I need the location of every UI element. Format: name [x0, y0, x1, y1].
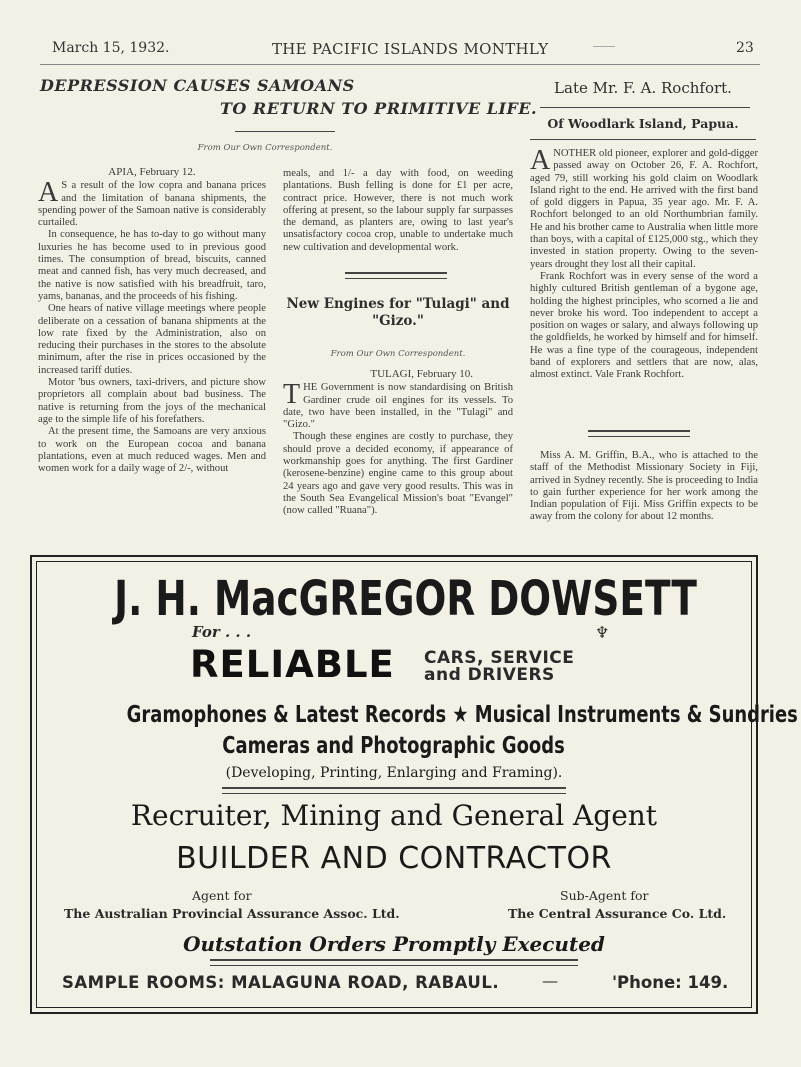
samoa-title-line2: TO RETURN TO PRIMITIVE LIFE.: [220, 99, 538, 118]
rochfort-subtitle: Of Woodlark Island, Papua.: [547, 116, 739, 131]
ad-musical-instruments: Musical Instruments & Sundries: [474, 702, 798, 728]
ad-subagent-name: The Central Assurance Co. Ltd.: [508, 906, 727, 921]
tulagi-paragraph-2: Though these engines are costly to purchase, they should prove a decided economy, if appearance of workmanship goes for anything. The first Gardiner (kerosene-benzine) engine came to this group about 24 years ago and gave very good results. This was in the South Sea Evangelical Mission's boat "Evangel" (now called "Ruana").: [283, 431, 513, 517]
griffin-paragraph: Miss A. M. Griffin, B.A., who is attached to the staff of the Methodist Missionary Society in Fiji, arrived in Sydney recently. She is proceeding to India to gain further experience for her work among the Indian population of Fiji. Miss Griffin expects to be away from the colony for about 12 months.: [530, 450, 758, 523]
advertisement-box: [30, 555, 798, 1014]
tulagi-paragraph-1: THE Government is now standardising on British Gardiner crude oil engines for its vessels. To date, two have been installed, in the "Tulagi" and "Gizo.": [283, 379, 513, 431]
samoa-title-line1: DEPRESSION CAUSES SAMOANS: [40, 76, 355, 95]
samoa-paragraph-1: A S a result of the low copra and banana prices and the limitation of banana shipments, the spending power of the Samoan native is considerably curtailed.: [38, 177, 266, 229]
samoa-title-rule: [235, 131, 335, 132]
rochfort-subtitle-rule: [530, 139, 756, 140]
ad-sample-rooms: SAMPLE ROOMS: MALAGUNA ROAD, RABAUL.: [62, 973, 500, 992]
ad-agent-label: Agent for: [192, 888, 252, 903]
ad-ornament: ♆: [595, 623, 610, 642]
samoa-column-2: [283, 168, 513, 254]
ad-dash: —: [542, 971, 558, 990]
samoa-drop-cap: A: [38, 177, 59, 209]
header-rule: [40, 64, 760, 65]
rochfort-title: Late Mr. F. A. Rochfort.: [554, 79, 732, 97]
ad-subagent-label: Sub-Agent for: [560, 888, 649, 903]
ad-builder: BUILDER AND CONTRACTOR: [176, 841, 612, 876]
samoa-paragraph-6: meals, and 1/- a day with food, on weeding plantations. Bush felling is done for £1 per acre, contract price. However, there is not much work offering at present, so the labour supply far surpasses the demand, as planters are, owing to last year's unsatisfactory cocoa crop, unable to undertake much new cultivation and developmental work.: [283, 168, 513, 253]
ad-agent-name: The Australian Provincial Assurance Assoc. Ltd.: [64, 906, 400, 921]
ad-cars-line1: CARS, SERVICE: [424, 648, 575, 668]
samoa-paragraph-2: In consequence, he has to-day to go without many luxuries he has become used to in previous good times. The consumption of bread, biscuits, canned meat and canned fish, has very much decreased, and the native is now satisfied with his breadfruit, taro, yams, bananas, and the proceeds of his fishing.: [38, 229, 266, 302]
ad-name: J. H. MacGREGOR DOWSETT: [114, 571, 697, 627]
samoa-dateline: APIA, February 12.: [108, 166, 196, 178]
ad-cameras: Cameras and Photographic Goods: [222, 733, 566, 759]
ad-divider-rule: [222, 787, 566, 794]
samoa-paragraph-4: Motor 'bus owners, taxi-drivers, and picture show proprietors all complain about bad business. The native is returning from the joys of the mechanical age to the simple life of his forefathers.: [38, 377, 266, 425]
samoa-end-rule: [345, 272, 447, 279]
tulagi-title: New Engines for "Tulagi" and "Gizo.": [286, 296, 510, 329]
header-page-number: 23: [736, 40, 754, 56]
rochfort-end-rule: [588, 430, 690, 437]
ad-recruiter: Recruiter, Mining and General Agent: [130, 799, 658, 832]
tulagi-byline: From Our Own Correspondent.: [330, 349, 466, 359]
rochfort-paragraph-2: Frank Rochfort was in every sense of the word a highly cultured British gentleman of a bygone age, holding the highest principles, who scorned a lie and never broke his word. Too independent to accept a position on wages or salary, and always following up the goldfields, he worked by himself and for himself. He was a fine type of the courageous, independent band of explorers and settlers that are now, alas, almost extinct. Vale Frank Rochfort.: [530, 270, 758, 381]
samoa-byline: From Our Own Correspondent.: [197, 143, 333, 153]
ad-phone: 'Phone: 149.: [612, 973, 729, 992]
ad-for: For . . .: [192, 623, 252, 641]
rochfort-title-rule: [540, 107, 750, 108]
ad-developing: (Developing, Printing, Enlarging and Framing).: [225, 765, 563, 781]
ad-outstation: Outstation Orders Promptly Executed: [183, 932, 605, 956]
tulagi-drop-cap: T: [283, 379, 301, 411]
rochfort-paragraph-1: ANOTHER old pioneer, explorer and gold-digger passed away on October 26, F. A. Rochfort, aged 79, still working his gold claim on Woodlark Island right to the end. He arrived with the first band of gold diggers in Papua, 35 year ago. Mr. F. A. Rochfort belonged to an old Northumbrian family. He and his brother came to Australia when little more than boys, with a capital of £125,000 stg., which they invested in station property. Owing to the seven-years drought they lost all their capital.: [530, 145, 758, 270]
rochfort-drop-cap: A: [530, 145, 551, 176]
ad-outstation-rule: [210, 959, 578, 966]
samoa-paragraph-3: One hears of native village meetings where people deliberate on a cessation of banana shipments at the low rate fixed by the Administration, also on reducing their purchases in the stores to the absolute minimum, after the rise in prices occasioned by the increased tariff duties.: [38, 303, 266, 376]
star-icon: ★: [452, 702, 469, 728]
header-date: March 15, 1932.: [52, 40, 170, 56]
ad-gramophones: Gramophones & Latest Records: [126, 702, 447, 728]
rochfort-column: [530, 145, 758, 382]
header-publication: THE PACIFIC ISLANDS MONTHLY: [272, 40, 549, 58]
griffin-column: [530, 450, 758, 524]
header-mark: [593, 46, 615, 47]
samoa-paragraph-5: At the present time, the Samoans are very anxious to work on the European cocoa and banana plantations, even at much reduced wages. Men and women work for a daily wage of 2/-, without: [38, 426, 266, 475]
tulagi-column: [283, 368, 513, 518]
ad-cars-line2: and DRIVERS: [424, 665, 555, 685]
ad-reliable: RELIABLE: [190, 643, 395, 686]
ad-gramophones-line: [32, 701, 798, 729]
samoa-column-1: [38, 166, 266, 475]
ad-cars-service: [424, 650, 574, 684]
tulagi-dateline: TULAGI, February 10.: [370, 368, 473, 380]
